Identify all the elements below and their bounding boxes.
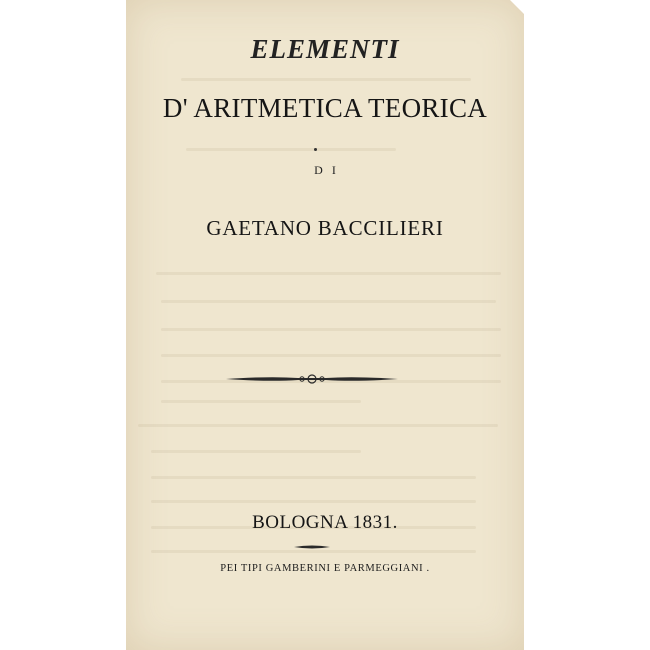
book-title: D' ARITMETICA TEORICA [162, 93, 488, 123]
author-connector: DI [314, 163, 345, 177]
imprint-place-date: BOLOGNA 1831. [252, 512, 398, 533]
ornamental-rule [226, 372, 398, 386]
page-corner [510, 0, 524, 14]
title-dot [314, 148, 317, 151]
author-name: GAETANO BACCILIERI [206, 216, 444, 240]
title-line-elementi: ELEMENTI [250, 34, 400, 64]
title-page [126, 0, 524, 650]
small-rule [294, 543, 330, 551]
imprint-printer: PEI TIPI GAMBERINI E PARMEGGIANI . [220, 563, 430, 574]
